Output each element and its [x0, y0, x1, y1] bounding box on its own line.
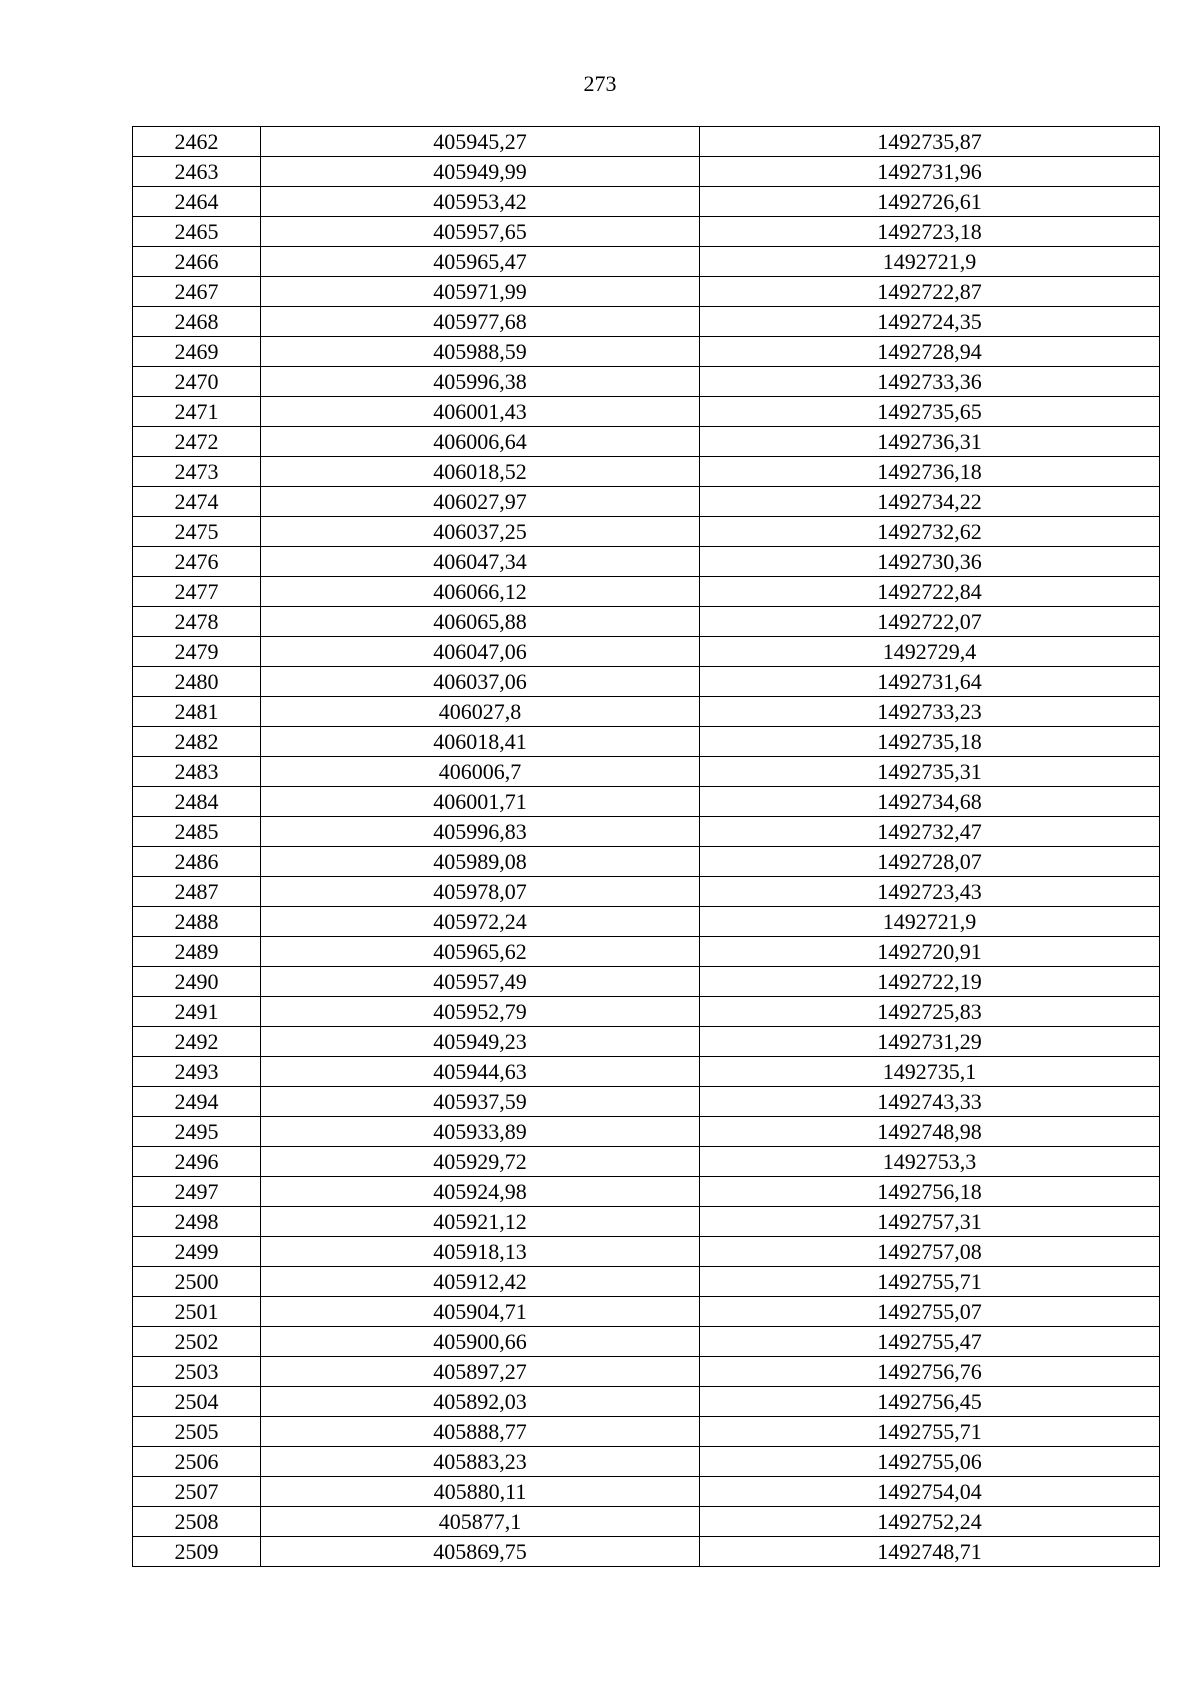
point-number-cell: 2462 — [133, 127, 261, 157]
point-number-cell: 2467 — [133, 277, 261, 307]
point-number-cell: 2496 — [133, 1147, 261, 1177]
table-row — [133, 1357, 1160, 1387]
y-coordinate-cell: 1492729,4 — [700, 637, 1160, 667]
table-row — [133, 817, 1160, 847]
x-coordinate-cell: 406027,97 — [261, 487, 700, 517]
y-coordinate-cell: 1492731,29 — [700, 1027, 1160, 1057]
table-row — [133, 727, 1160, 757]
point-number-cell: 2472 — [133, 427, 261, 457]
table-row — [133, 397, 1160, 427]
y-coordinate-cell: 1492728,94 — [700, 337, 1160, 367]
table-row — [133, 757, 1160, 787]
x-coordinate-cell: 406018,41 — [261, 727, 700, 757]
x-coordinate-cell: 405888,77 — [261, 1417, 700, 1447]
x-coordinate-cell: 405900,66 — [261, 1327, 700, 1357]
x-coordinate-cell: 405904,71 — [261, 1297, 700, 1327]
point-number-cell: 2506 — [133, 1447, 261, 1477]
table-row — [133, 907, 1160, 937]
y-coordinate-cell: 1492756,18 — [700, 1177, 1160, 1207]
y-coordinate-cell: 1492728,07 — [700, 847, 1160, 877]
y-coordinate-cell: 1492748,71 — [700, 1537, 1160, 1567]
point-number-cell: 2481 — [133, 697, 261, 727]
table-row — [133, 1207, 1160, 1237]
table-row — [133, 457, 1160, 487]
point-number-cell: 2484 — [133, 787, 261, 817]
x-coordinate-cell: 405971,99 — [261, 277, 700, 307]
x-coordinate-cell: 405933,89 — [261, 1117, 700, 1147]
x-coordinate-cell: 405937,59 — [261, 1087, 700, 1117]
table-row — [133, 1537, 1160, 1567]
y-coordinate-cell: 1492733,23 — [700, 697, 1160, 727]
table-row — [133, 577, 1160, 607]
page-number: 273 — [583, 71, 617, 96]
point-number-cell: 2485 — [133, 817, 261, 847]
table-row — [133, 1477, 1160, 1507]
x-coordinate-cell: 405897,27 — [261, 1357, 700, 1387]
y-coordinate-cell: 1492755,71 — [700, 1267, 1160, 1297]
y-coordinate-cell: 1492734,68 — [700, 787, 1160, 817]
table-row — [133, 1327, 1160, 1357]
point-number-cell: 2482 — [133, 727, 261, 757]
point-number-cell: 2465 — [133, 217, 261, 247]
table-row — [133, 1297, 1160, 1327]
y-coordinate-cell: 1492730,36 — [700, 547, 1160, 577]
y-coordinate-cell: 1492755,06 — [700, 1447, 1160, 1477]
x-coordinate-cell: 405978,07 — [261, 877, 700, 907]
table-row — [133, 1147, 1160, 1177]
point-number-cell: 2492 — [133, 1027, 261, 1057]
x-coordinate-cell: 406006,64 — [261, 427, 700, 457]
point-number-cell: 2475 — [133, 517, 261, 547]
table-row — [133, 1177, 1160, 1207]
point-number-cell: 2488 — [133, 907, 261, 937]
y-coordinate-cell: 1492735,65 — [700, 397, 1160, 427]
y-coordinate-cell: 1492753,3 — [700, 1147, 1160, 1177]
coordinates-table-body — [133, 127, 1160, 1567]
y-coordinate-cell: 1492732,47 — [700, 817, 1160, 847]
x-coordinate-cell: 405892,03 — [261, 1387, 700, 1417]
x-coordinate-cell: 405918,13 — [261, 1237, 700, 1267]
point-number-cell: 2478 — [133, 607, 261, 637]
point-number-cell: 2473 — [133, 457, 261, 487]
y-coordinate-cell: 1492748,98 — [700, 1117, 1160, 1147]
y-coordinate-cell: 1492755,47 — [700, 1327, 1160, 1357]
y-coordinate-cell: 1492731,96 — [700, 157, 1160, 187]
point-number-cell: 2490 — [133, 967, 261, 997]
y-coordinate-cell: 1492721,9 — [700, 247, 1160, 277]
y-coordinate-cell: 1492722,19 — [700, 967, 1160, 997]
y-coordinate-cell: 1492726,61 — [700, 187, 1160, 217]
point-number-cell: 2469 — [133, 337, 261, 367]
x-coordinate-cell: 405921,12 — [261, 1207, 700, 1237]
x-coordinate-cell: 405912,42 — [261, 1267, 700, 1297]
table-row — [133, 667, 1160, 697]
y-coordinate-cell: 1492736,31 — [700, 427, 1160, 457]
x-coordinate-cell: 405989,08 — [261, 847, 700, 877]
y-coordinate-cell: 1492756,76 — [700, 1357, 1160, 1387]
y-coordinate-cell: 1492735,87 — [700, 127, 1160, 157]
table-row — [133, 1507, 1160, 1537]
y-coordinate-cell: 1492722,84 — [700, 577, 1160, 607]
table-row — [133, 1027, 1160, 1057]
point-number-cell: 2498 — [133, 1207, 261, 1237]
x-coordinate-cell: 405957,65 — [261, 217, 700, 247]
y-coordinate-cell: 1492733,36 — [700, 367, 1160, 397]
table-row — [133, 787, 1160, 817]
x-coordinate-cell: 406027,8 — [261, 697, 700, 727]
point-number-cell: 2494 — [133, 1087, 261, 1117]
point-number-cell: 2491 — [133, 997, 261, 1027]
x-coordinate-cell: 405988,59 — [261, 337, 700, 367]
point-number-cell: 2509 — [133, 1537, 261, 1567]
x-coordinate-cell: 405883,23 — [261, 1447, 700, 1477]
point-number-cell: 2504 — [133, 1387, 261, 1417]
table-row — [133, 517, 1160, 547]
point-number-cell: 2468 — [133, 307, 261, 337]
x-coordinate-cell: 405944,63 — [261, 1057, 700, 1087]
point-number-cell: 2503 — [133, 1357, 261, 1387]
table-row — [133, 637, 1160, 667]
table-row — [133, 1237, 1160, 1267]
x-coordinate-cell: 405945,27 — [261, 127, 700, 157]
point-number-cell: 2477 — [133, 577, 261, 607]
table-row — [133, 847, 1160, 877]
x-coordinate-cell: 405957,49 — [261, 967, 700, 997]
table-row — [133, 877, 1160, 907]
point-number-cell: 2486 — [133, 847, 261, 877]
x-coordinate-cell: 406047,06 — [261, 637, 700, 667]
x-coordinate-cell: 405949,23 — [261, 1027, 700, 1057]
point-number-cell: 2463 — [133, 157, 261, 187]
x-coordinate-cell: 405869,75 — [261, 1537, 700, 1567]
x-coordinate-cell: 406065,88 — [261, 607, 700, 637]
y-coordinate-cell: 1492756,45 — [700, 1387, 1160, 1417]
y-coordinate-cell: 1492752,24 — [700, 1507, 1160, 1537]
point-number-cell: 2476 — [133, 547, 261, 577]
y-coordinate-cell: 1492731,64 — [700, 667, 1160, 697]
x-coordinate-cell: 406001,71 — [261, 787, 700, 817]
x-coordinate-cell: 406066,12 — [261, 577, 700, 607]
x-coordinate-cell: 406047,34 — [261, 547, 700, 577]
x-coordinate-cell: 405949,99 — [261, 157, 700, 187]
x-coordinate-cell: 405996,83 — [261, 817, 700, 847]
table-row — [133, 967, 1160, 997]
x-coordinate-cell: 405972,24 — [261, 907, 700, 937]
y-coordinate-cell: 1492723,43 — [700, 877, 1160, 907]
x-coordinate-cell: 405877,1 — [261, 1507, 700, 1537]
y-coordinate-cell: 1492723,18 — [700, 217, 1160, 247]
x-coordinate-cell: 405996,38 — [261, 367, 700, 397]
table-row — [133, 937, 1160, 967]
table-row — [133, 1447, 1160, 1477]
x-coordinate-cell: 406018,52 — [261, 457, 700, 487]
point-number-cell: 2497 — [133, 1177, 261, 1207]
y-coordinate-cell: 1492720,91 — [700, 937, 1160, 967]
point-number-cell: 2464 — [133, 187, 261, 217]
table-row — [133, 307, 1160, 337]
y-coordinate-cell: 1492736,18 — [700, 457, 1160, 487]
x-coordinate-cell: 405977,68 — [261, 307, 700, 337]
point-number-cell: 2493 — [133, 1057, 261, 1087]
y-coordinate-cell: 1492721,9 — [700, 907, 1160, 937]
point-number-cell: 2495 — [133, 1117, 261, 1147]
table-row — [133, 487, 1160, 517]
point-number-cell: 2507 — [133, 1477, 261, 1507]
y-coordinate-cell: 1492735,18 — [700, 727, 1160, 757]
point-number-cell: 2501 — [133, 1297, 261, 1327]
table-row — [133, 337, 1160, 367]
x-coordinate-cell: 405929,72 — [261, 1147, 700, 1177]
table-row — [133, 367, 1160, 397]
table-row — [133, 127, 1160, 157]
point-number-cell: 2505 — [133, 1417, 261, 1447]
x-coordinate-cell: 406001,43 — [261, 397, 700, 427]
point-number-cell: 2474 — [133, 487, 261, 517]
y-coordinate-cell: 1492757,31 — [700, 1207, 1160, 1237]
x-coordinate-cell: 405880,11 — [261, 1477, 700, 1507]
point-number-cell: 2499 — [133, 1237, 261, 1267]
table-row — [133, 277, 1160, 307]
y-coordinate-cell: 1492735,31 — [700, 757, 1160, 787]
point-number-cell: 2508 — [133, 1507, 261, 1537]
x-coordinate-cell: 406006,7 — [261, 757, 700, 787]
table-row — [133, 1267, 1160, 1297]
table-row — [133, 217, 1160, 247]
y-coordinate-cell: 1492755,71 — [700, 1417, 1160, 1447]
table-row — [133, 1417, 1160, 1447]
point-number-cell: 2502 — [133, 1327, 261, 1357]
x-coordinate-cell: 405953,42 — [261, 187, 700, 217]
x-coordinate-cell: 405965,62 — [261, 937, 700, 967]
y-coordinate-cell: 1492755,07 — [700, 1297, 1160, 1327]
point-number-cell: 2470 — [133, 367, 261, 397]
table-row — [133, 157, 1160, 187]
point-number-cell: 2466 — [133, 247, 261, 277]
point-number-cell: 2500 — [133, 1267, 261, 1297]
x-coordinate-cell: 405952,79 — [261, 997, 700, 1027]
point-number-cell: 2483 — [133, 757, 261, 787]
y-coordinate-cell: 1492732,62 — [700, 517, 1160, 547]
table-row — [133, 427, 1160, 457]
point-number-cell: 2487 — [133, 877, 261, 907]
y-coordinate-cell: 1492725,83 — [700, 997, 1160, 1027]
table-row — [133, 1087, 1160, 1117]
x-coordinate-cell: 405924,98 — [261, 1177, 700, 1207]
y-coordinate-cell: 1492743,33 — [700, 1087, 1160, 1117]
point-number-cell: 2480 — [133, 667, 261, 697]
x-coordinate-cell: 406037,06 — [261, 667, 700, 697]
table-row — [133, 1117, 1160, 1147]
y-coordinate-cell: 1492722,07 — [700, 607, 1160, 637]
table-row — [133, 607, 1160, 637]
table-row — [133, 1057, 1160, 1087]
y-coordinate-cell: 1492754,04 — [700, 1477, 1160, 1507]
table-row — [133, 247, 1160, 277]
y-coordinate-cell: 1492735,1 — [700, 1057, 1160, 1087]
x-coordinate-cell: 406037,25 — [261, 517, 700, 547]
point-number-cell: 2471 — [133, 397, 261, 427]
y-coordinate-cell: 1492734,22 — [700, 487, 1160, 517]
y-coordinate-cell: 1492757,08 — [700, 1237, 1160, 1267]
table-row — [133, 187, 1160, 217]
table-row — [133, 1387, 1160, 1417]
point-number-cell: 2489 — [133, 937, 261, 967]
table-row — [133, 547, 1160, 577]
y-coordinate-cell: 1492722,87 — [700, 277, 1160, 307]
table-row — [133, 697, 1160, 727]
x-coordinate-cell: 405965,47 — [261, 247, 700, 277]
coordinates-table — [132, 126, 1160, 1567]
point-number-cell: 2479 — [133, 637, 261, 667]
y-coordinate-cell: 1492724,35 — [700, 307, 1160, 337]
table-row — [133, 997, 1160, 1027]
